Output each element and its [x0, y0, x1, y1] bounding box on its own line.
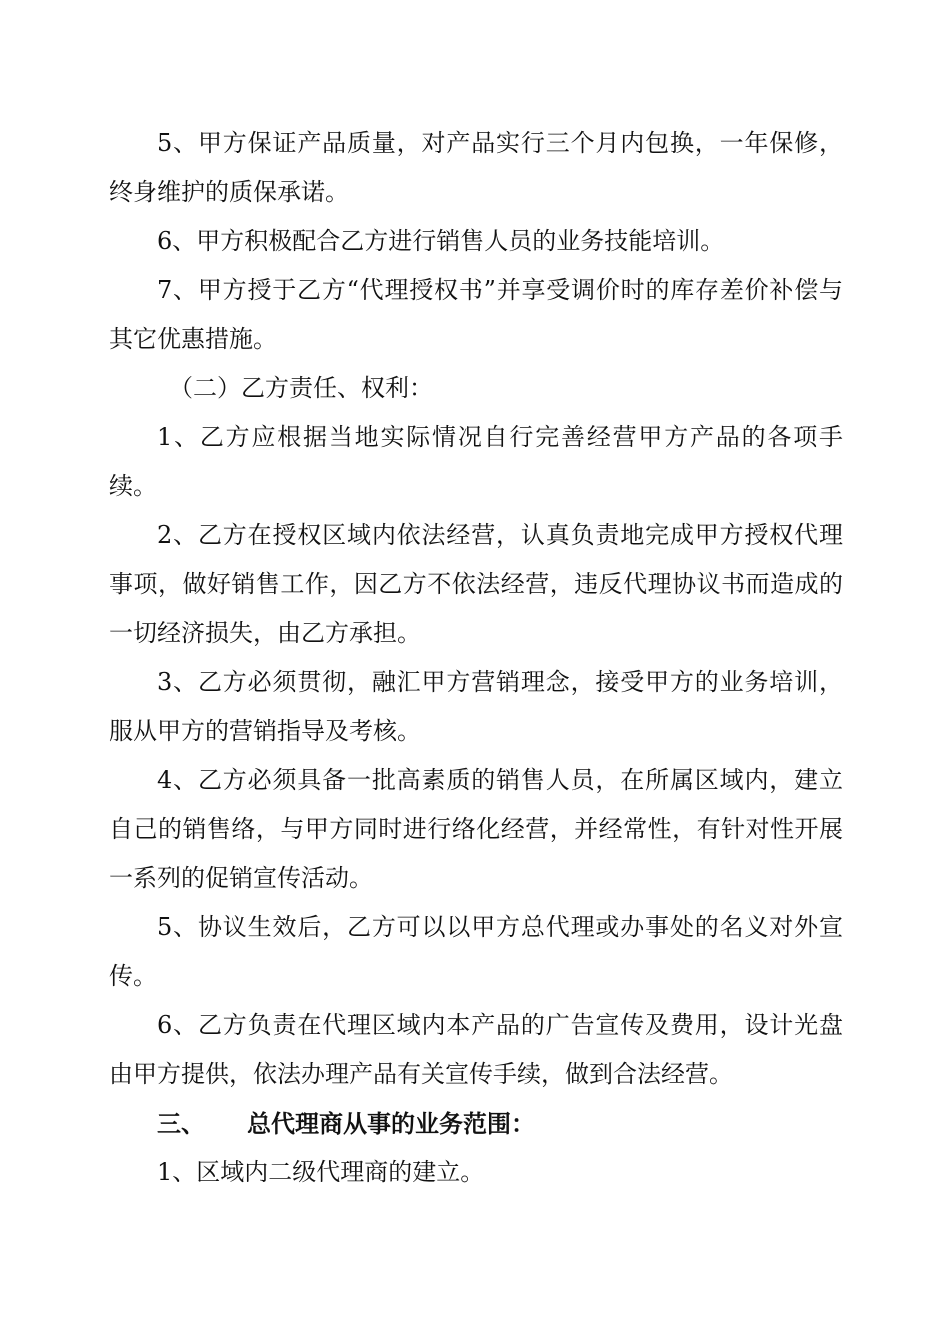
paragraph-secondary-agents: 1、区域内二级代理商的建立。 [157, 1158, 485, 1186]
subsection-heading-party-b: （二）乙方责任、权利： [169, 374, 433, 402]
document-body [109, 119, 843, 1197]
paragraph-party-b-sales-network: 4、乙方必须具备一批高素质的销售人员，在所属区域内，建立自己的销售络，与甲方同时进行络化经营，并经常性，有针对性开展一系列的促销宣传活动。 [109, 766, 843, 892]
paragraph-party-b-procedures: 1、乙方应根据当地实际情况自行完善经营甲方产品的各项手续。 [109, 423, 843, 500]
paragraph-party-a-warranty: 5、甲方保证产品质量，对产品实行三个月内包换，一年保修，终身维护的质保承诺。 [109, 129, 843, 206]
section-heading-title: 总代理商从事的业务范围： [247, 1109, 535, 1138]
paragraph-party-a-training: 6、甲方积极配合乙方进行销售人员的业务技能培训。 [157, 227, 725, 255]
paragraph-party-b-lawful-operation: 2、乙方在授权区域内依法经营，认真负责地完成甲方授权代理事项，做好销售工作，因乙方不依法经营，违反代理协议书而造成的一切经济损失，由乙方承担。 [109, 521, 843, 647]
paragraph-party-b-publicity: 5、协议生效后，乙方可以以甲方总代理或办事处的名义对外宣传。 [109, 913, 843, 990]
paragraph-party-b-compliance: 3、乙方必须贯彻，融汇甲方营销理念，接受甲方的业务培训，服从甲方的营销指导及考核。 [109, 668, 843, 745]
section-heading-number: 三、 [157, 1109, 205, 1138]
section-heading [109, 1099, 843, 1148]
paragraph-party-b-advertising: 6、乙方负责在代理区域内本产品的广告宣传及费用，设计光盘由甲方提供，依法办理产品有关宣传手续，做到合法经营。 [109, 1011, 843, 1088]
paragraph-party-a-authorization: 7、甲方授于乙方“代理授权书”并享受调价时的库存差价补偿与其它优惠措施。 [109, 276, 843, 353]
